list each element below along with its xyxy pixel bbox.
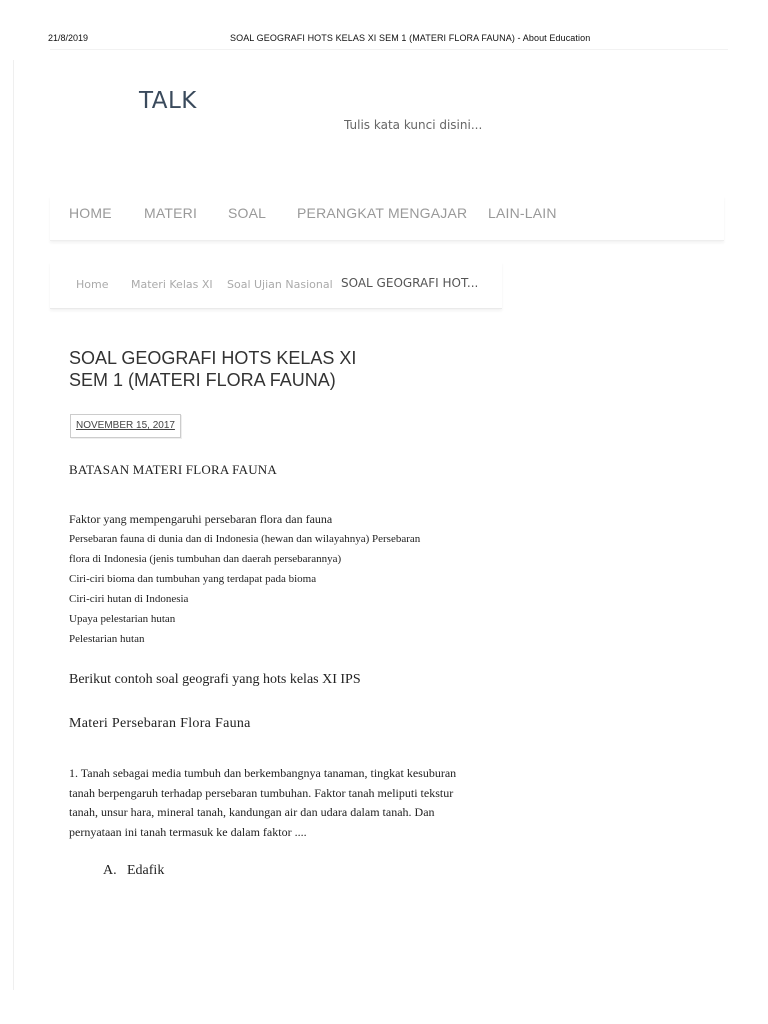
- print-page-title: SOAL GEOGRAFI HOTS KELAS XI SEM 1 (MATERI FLORA FAUNA) - About Education: [230, 33, 591, 43]
- option-a-text: Edafik: [127, 863, 165, 878]
- list-item: Persebaran fauna di dunia dan di Indonesia (hewan dan wilayahnya) Persebaran: [69, 533, 421, 545]
- breadcrumb: [50, 262, 502, 309]
- list-item: Faktor yang mempengaruhi persebaran flora dan fauna: [69, 512, 333, 526]
- page-left-border: [13, 60, 14, 990]
- post-title-line-1: SOAL GEOGRAFI HOTS KELAS XI: [69, 348, 357, 368]
- question-1: 1. Tanah sebagai media tumbuh dan berkembangnya tanaman, tingkat kesuburan tanah berpengaruh terhadap persebaran tumbuhan. Faktor tanah meliputi tekstur tanah, unsur hara, mineral tanah, kandungan air dan udara dalam tanah. Dan pernyataan ini tanah termasuk ke dalam faktor ....: [69, 766, 457, 839]
- post-title-line-2: SEM 1 (MATERI FLORA FAUNA): [69, 370, 336, 390]
- site-logo[interactable]: TALK: [139, 88, 197, 114]
- intro-text: Berikut contoh soal geografi yang hots kelas XI IPS: [69, 672, 361, 687]
- breadcrumb-soal-ujian-nasional[interactable]: Soal Ujian Nasional: [227, 278, 333, 291]
- nav-item-materi[interactable]: MATERI: [144, 205, 198, 221]
- nav-item-lain-lain[interactable]: LAIN-LAIN: [488, 205, 557, 221]
- nav-item-home[interactable]: HOME: [69, 205, 112, 221]
- list-item: Ciri-ciri bioma dan tumbuhan yang terdapat pada bioma: [69, 573, 317, 585]
- list-item: Pelestarian hutan: [69, 633, 145, 645]
- search-input[interactable]: [340, 113, 628, 137]
- breadcrumb-current: SOAL GEOGRAFI HOT...: [341, 276, 479, 290]
- list-item: flora di Indonesia (jenis tumbuhan dan daerah persebarannya): [69, 553, 342, 565]
- topic-list: [69, 509, 420, 649]
- print-header: [0, 33, 768, 47]
- list-item: Upaya pelestarian hutan: [69, 613, 176, 625]
- print-date: 21/8/2019: [48, 33, 89, 43]
- post-date[interactable]: NOVEMBER 15, 2017: [70, 414, 181, 438]
- post-title: [69, 347, 409, 391]
- header-divider: [50, 49, 728, 50]
- nav-item-soal[interactable]: SOAL: [228, 205, 267, 221]
- section-heading: BATASAN MATERI FLORA FAUNA: [69, 462, 277, 477]
- list-item: Ciri-ciri hutan di Indonesia: [69, 593, 189, 605]
- sub-heading: Materi Persebaran Flora Fauna: [69, 716, 251, 731]
- breadcrumb-materi-kelas-xi[interactable]: Materi Kelas XI: [131, 278, 213, 291]
- breadcrumb-home[interactable]: Home: [76, 278, 109, 291]
- option-a: [103, 863, 164, 879]
- nav-item-perangkat-mengajar[interactable]: PERANGKAT MENGAJAR: [297, 205, 468, 221]
- option-a-letter: A.: [103, 863, 117, 878]
- main-nav: [50, 196, 724, 241]
